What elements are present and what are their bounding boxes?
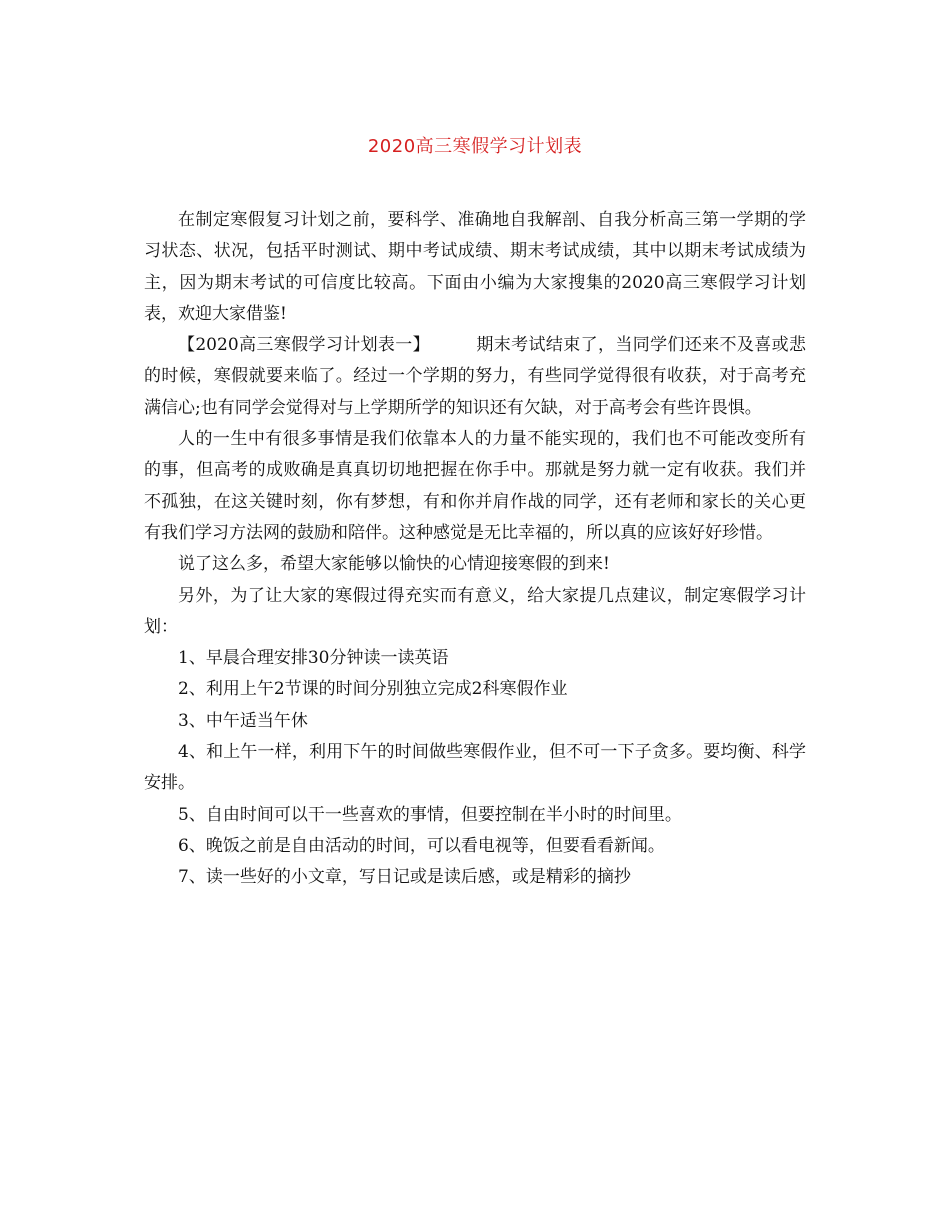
document-body (144, 205, 806, 894)
list-item: 7、读一些好的小文章，写日记或是读后感，或是精彩的摘抄 (178, 867, 631, 888)
intro-paragraph: 在制定寒假复习计划之前，要科学、准确地自我解剖、自我分析高三第一学期的学习状态、状况，包括平时测试、期中考试成绩、期末考试成绩，其中以期末考试成绩为主，因为期末考试的可信度比较高。下面由小编为大家搜集的2020高三寒假学习计划表，欢迎大家借鉴! (144, 210, 806, 324)
section-text: 期末考试结束了，当同学们还来不及喜或悲的时候，寒假就要来临了。经过一个学期的努力，有些同学觉得很有收获，对于高考充满信心;也有同学会觉得对与上学期所学的知识还有欠缺，对于高考会有些许畏惧。 (144, 335, 806, 418)
paragraph-2: 人的一生中有很多事情是我们依靠本人的力量不能实现的，我们也不可能改变所有的事，但高考的成败确是真真切切地把握在你手中。那就是努力就一定有收获。我们并不孤独，在这关键时刻，你有梦想，有和你并肩作战的同学，还有老师和家长的关心更有我们学习方法网的鼓励和陪伴。这种感觉是无比幸福的，所以真的应该好好珍惜。 (144, 429, 806, 543)
paragraph-4: 另外，为了让大家的寒假过得充实而有意义，给大家提几点建议，制定寒假学习计划： (144, 585, 806, 637)
section-paragraph (144, 330, 806, 424)
section-heading: 【2020高三寒假学习计划表一】 (178, 335, 431, 356)
list-item: 1、早晨合理安排30分钟读一读英语 (178, 648, 449, 669)
list-item: 3、中午适当午休 (178, 710, 308, 731)
list-item: 6、晚饭之前是自由活动的时间，可以看电视等，但要看看新闻。 (178, 835, 665, 856)
list-item: 5、自由时间可以干一些喜欢的事情，但要控制在半小时的时间里。 (178, 804, 682, 825)
document-title: 2020高三寒假学习计划表 (367, 136, 583, 157)
list-item: 2、利用上午2节课的时间分别独立完成2科寒假作业 (178, 679, 568, 700)
paragraph-3: 说了这么多，希望大家能够以愉快的心情迎接寒假的到来! (178, 554, 610, 575)
list-item: 4、和上午一样，利用下午的时间做些寒假作业，但不可一下子贪多。要均衡、科学安排。 (144, 742, 806, 794)
